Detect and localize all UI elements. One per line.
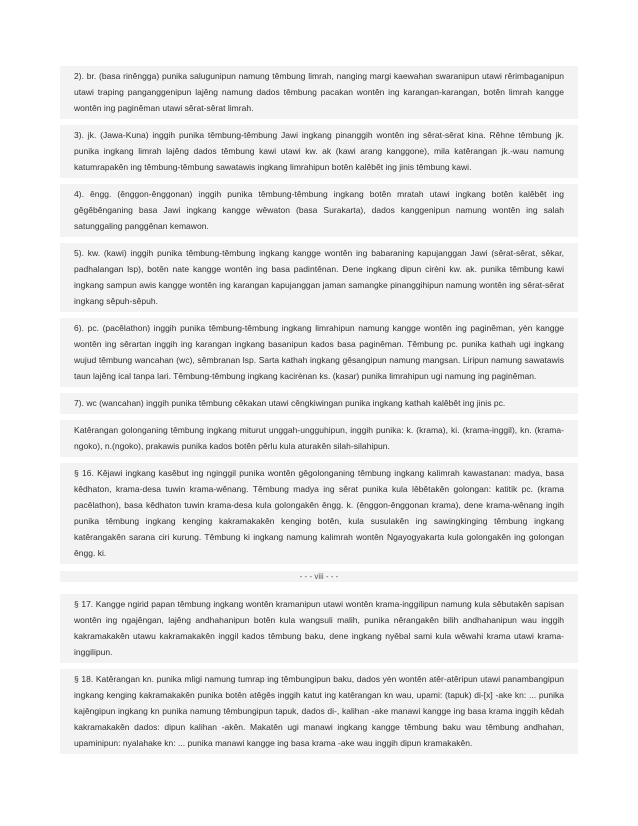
paragraph-section-18: § 18. Katêrangan kn. punika mligi namung tumrap ing têmbungipun baku, dados yèn wontên atêr-atêripun utawi panambangipun ingkang kenging kakramakakên punika botên atêgês inggih katut ing katêrangan kn wau, upami: (tapuk) di-[x] -ake kn: ... punika kajêngipun ingkang kn punika namung têmbungipun tapuk, dados di-, kalihan -ake manawi kangge ing basa krama inggih kêdah kakramakakên dados: dipun kalihan -akên. Makatên ugi manawi ingkang kangge têmbung baku wau têmbung andhahan, upaminipun: nyalahake kn: ... punika manawi kangge ing basa krama -ake wau inggih dipun kramakakên. [60, 669, 578, 754]
page-number-divider: - - - viii - - - [60, 571, 578, 582]
paragraph-7-wc: 7). wc (wancahan) inggih punika têmbung cêkakan utawi cêngkiwingan punika ingkang kathah kalêbêt ing jinis pc. [60, 393, 578, 414]
paragraph-section-17: § 17. Kangge ngirid papan têmbung ingkang wontên kramanipun utawi wontên krama-inggilipun namung kula sêbutakên sapisan wontên ing ngajêngan, lajêng andhahanipun botên kula wangsuli malih, punika nêrangakên bilih andhahanipun wau inggih kakramakakên utawu kakramakakên inggil kados têmbung baku, dene ingkang nyêbal sami kula wêwahi krama utawi krama-inggilipun. [60, 594, 578, 663]
paragraph-katerangan: Katêrangan golonganing têmbung ingkang miturut unggah-ungguhipun, inggih punika: k. (krama), ki. (krama-inggil), kn. (krama-ngoko), n.(ngoko), prakawis punika kados botên pêrlu kula aturakên silah-silahipun. [60, 420, 578, 457]
paragraph-3-jk: 3). jk. (Jawa-Kuna) inggih punika têmbung-têmbung Jawi ingkang pinanggih wontên ing sêrat-sêrat kina. Rêhne têmbung jk. punika ingkang limrah lajêng dados têmbung kawi utawi kw. ak (kawi arang kanggone), mila katêrangan jk.-wau namung katumrapakên ing têmbung-têmbung sawatawis ingkang limrahipun botên kalêbêt ing jinis têmbung kawi. [60, 125, 578, 178]
paragraph-section-16: § 16. Kêjawi ingkang kasêbut ing nginggil punika wontên gêgolonganing têmbung ingkang kalimrah kawastanan: madya, basa kêdhaton, krama-desa tuwin krama-wênang. Têmbung madya ing sêrat punika kula lêbêtakên golongan: katitik pc. (krama pacêlathon), basa kêdhaton tuwin krama-desa kula golongakên êngg. k. (ênggon-ênggonan krama), dene krama-wênang ingih punika têmbung ingkang kenging kakramakakên kenging botên, kula susulakên ing sawingkinging têmbung ingkang katêrangakên sarana ciri kurung. Têmbung ki ingkang namung kalimrah wontên Ngayogyakarta kula golongakên ing golongan êngg. ki. [60, 463, 578, 564]
paragraph-5-kw: 5). kw. (kawi) inggih punika têmbung-têmbung ingkang kangge wontên ing babaraning kapujanggan Jawi (sêrat-sêrat, sêkar, padhalangan lsp), botên nate kangge wontên ing basa padintênan. Dene ingkang dipun cirèni kw. ak. punika têmbung kawi ingkang sampun awis kangge wontên ing karangan kapujanggan jaman samangke pinanggihipun namung wontên ing sêrat-sêrat ingkang sêpuh-sêpuh. [60, 243, 578, 312]
paragraph-4-engg: 4). êngg. (ênggon-ênggonan) inggih punika têmbung-têmbung ingkang botên mratah utawi ingkang botên kalêbêt ing gêgêbênganing basa Jawi ingkang kangge wêwaton (basa Surakarta), dados kanggenipun namung wontên ing salah satunggaling panggênan kemawon. [60, 184, 578, 237]
paragraph-6-pc: 6). pc. (pacêlathon) inggih punika têmbung-têmbung ingkang limrahipun namung kangge wontên ing paginêman, yèn kangge wontên ing sêrartan inggih ing karangan ingkang basanipun kados basa paginêman. Têmbung pc. punika kathah ugi ingkang wujud têmbung wancahan (wc), sêmbranan lsp. Sarta kathah ingkang gêsangipun namung mangsan. Liripun namung sawatawis taun lajêng ical tanpa lari. Têmbung-têmbung ingkang kacirènan ks. (kasar) punika limrahipun ugi namung ing paginêman. [60, 318, 578, 387]
paragraph-2-br: 2). br. (basa rinêngga) punika salugunipun namung têmbung limrah, nanging margi kaewahan swaranipun utawi rêrimbaganipun utawi traping panganggenipun lajêng namung dados têmbung pacakan wontên ing karangan-karangan, botên limrah kangge wontên ing paginêman utawi sêrat-sêrat limrah. [60, 66, 578, 119]
